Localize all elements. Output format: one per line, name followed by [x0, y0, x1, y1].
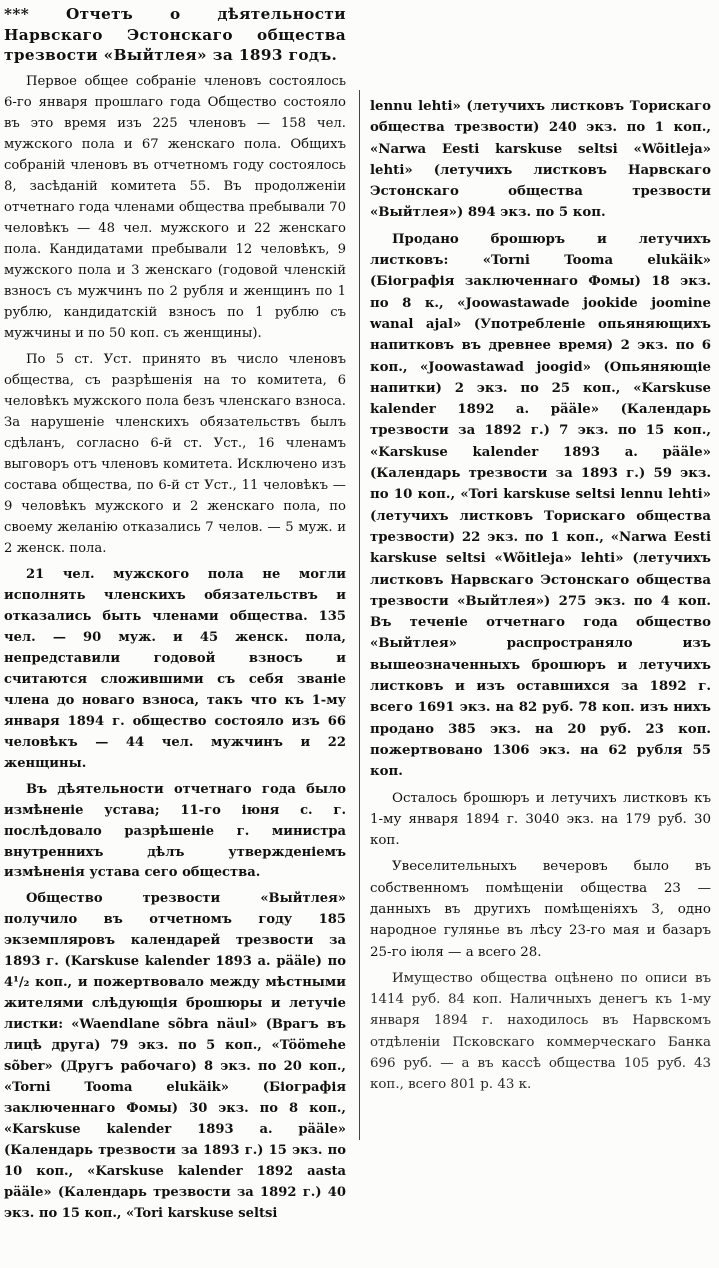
- article-title: *** Отчетъ о дѣятельности Нарвскаго Эстонскаго общества трезвости «Выйтлея» за 1893 годъ.: [4, 5, 346, 65]
- paragraph-charter-change: Въ дѣятельности отчетнаго года было измѣненіе устава; 11-го іюня с. г. послѣдовало разрѣшеніе г. министра внутреннихъ дѣлъ утвержденіемъ измѣненія устава сего общества.: [4, 781, 346, 881]
- paragraph-evenings: Увеселительныхъ вечеровъ было въ собственномъ помѣщеніи общества 23 — данныхъ въ другихъ помѣщеніяхъ 3, одно народное гулянье въ лѣсу 23-го мая и базаръ 25-го іюля — а всего 28.: [370, 859, 711, 960]
- paragraph-remaining-brochures: Осталось брошюръ и летучихъ листковъ къ 1-му января 1894 г. 3040 экз. на 179 руб. 30 коп.: [370, 790, 711, 849]
- paragraph-calendars: Общество трезвости «Выйтлея» получило въ отчетномъ году 185 экземпляровъ календарей трезвости за 1893 г. (Karskuse kalender 1893 a. pääle) по 4¹/₂ коп., и пожертвовало между мѣстными жителями слѣдующія брошюры и летучіе листки: «Waendlane sõbra näul» (Врагъ въ лицѣ друга) 79 экз. по 5 коп., «Töömehe sõber» (Другъ рабочаго) 8 экз. по 20 коп., «Torni Tooma elukäik» (Біографія заключеннаго Фомы) 30 экз. по 8 коп., «Karskuse kalender 1893 a. pääle» (Календарь трезвости за 1893 г.) 15 экз. по 10 коп., «Karskuse kalender 1892 aasta pääle» (Календарь трезвости за 1892 г.) 40 экз. по 15 коп., «Tori karskuse seltsi: [4, 891, 346, 1222]
- paragraph-withdrawals: 21 чел. мужского пола не могли исполнять членскихъ обязательствъ и отказались быть членами общества. 135 чел. — 90 муж. и 45 женск. пола, непредставили годовой взносъ и считаются сложившими съ себя званіе члена до новаго взноса, такъ что къ 1-му января 1894 г. общество состояло изъ 66 человѣкъ — 44 чел. мужчинъ и 22 женщины.: [4, 566, 346, 771]
- paragraph-property-cash: Имущество общества оцѣнено по описи въ 1414 руб. 84 коп. Наличныхъ денегъ къ 1-му января 1894 г. находилось въ Нарвскомъ отдѣленіи Псковскаго коммерческаго Банка 696 руб. — а въ кассѣ общества 105 руб. 43 коп., всего 801 р. 43 к.: [370, 970, 711, 1093]
- paragraph-admission: По 5 ст. Уст. принято въ число членовъ общества, съ разрѣшенія на то комитета, 6 человѣкъ мужского пола безъ членскаго взноса. За нарушеніе членскихъ обязательствъ былъ сдѣланъ, согласно 6-й ст. Уст., 16 членамъ выговоръ отъ членовъ комитета. Исключено изъ состава общества, по 6-й ст Уст., 11 человѣкъ — 9 человѣкъ мужского и 2 женскаго пола, по своему желанію отказались 7 челов. — 5 муж. и 2 женск. пола.: [4, 351, 346, 556]
- left-column: [0, 0, 356, 1230]
- paragraph-sold-brochures: Продано брошюръ и летучихъ листковъ: «Torni Tooma elukäik» (Біографія заключеннаго Фомы) 18 экз. по 8 к., «Joowastawade jookide joomine wanal ajal» (Употребленіе опьяняющихъ напитковъ въ древнее время) 2 экз. по 6 коп., «Joowastawad joogid» (Опьяняющіе напитки) 2 экз. по 25 коп., «Karskuse kalender 1892 a. pääle» (Календарь трезвости за 1892 г.) 7 экз. по 15 коп., «Karskuse kalender 1893 a. pääle» (Календарь трезвости за 1893 г.) 59 экз. по 10 коп., «Tori karskuse seltsi lennu lehti» (летучихъ листковъ Торискаго общества трезвости) 22 экз. по 1 коп., «Narwa Eesti karskuse seltsi «Wõitleja» lehti» (летучихъ листковъ Нарвскаго Эстонскаго общества трезвости «Выйтлея») 275 экз. по 4 коп. Въ теченіе отчетнаго года общество «Выйтлея» распространяло изъ вышеозначенныхъ брошюръ и летучихъ листковъ и изъ оставшихся за 1892 г. всего 1691 экз. на 82 руб. 78 коп. изъ нихъ продано 385 экз. на 20 руб. 23 коп. пожертвовано 1306 экз. на 62 рубля 55 коп.: [370, 231, 711, 780]
- paragraph-leaflets-continued: lennu lehti» (летучихъ листковъ Торискаго общества трезвости) 240 экз. по 1 коп., «Narwa Eesti karskuse seltsi «Wõitleja» lehti» (летучихъ листковъ Нарвскаго Эстонскаго общества трезвости «Выйтлея») 894 экз. по 5 коп.: [370, 99, 711, 221]
- right-column: [364, 0, 719, 1101]
- column-divider: [359, 90, 360, 1140]
- paragraph-members: Первое общее собраніе членовъ состоялось 6-го января прошлаго года Общество состояло въ это время изъ 225 членовъ — 158 чел. мужского пола и 67 женскаго пола. Общихъ собраній членовъ въ отчетномъ году состоялось 8, засѣданій комитета 55. Въ продолженіи отчетнаго года членами общества пребывали 70 человѣкъ — 48 чел. мужского и 22 женскаго пола. Кандидатами пребывали 12 человѣкъ, 9 мужского пола и 3 женскаго (годовой членскій взносъ съ мужчинъ по 2 рубля и женщинъ по 1 рублю, кандидатскій взносъ по 1 рублю съ мужчины и по 50 коп. съ женщины).: [4, 74, 346, 341]
